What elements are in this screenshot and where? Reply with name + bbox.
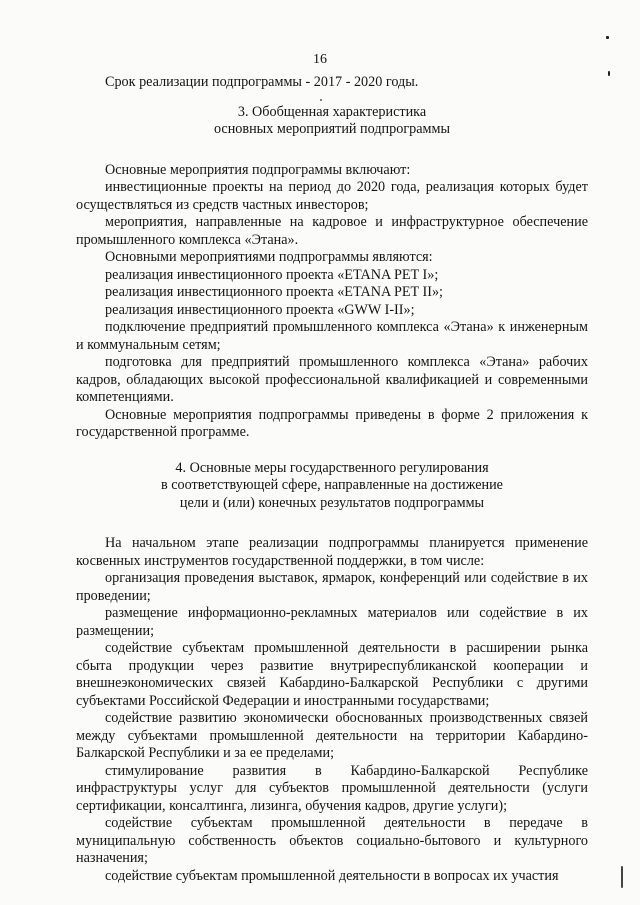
paragraph: мероприятия, направленные на кадровое и инфраструктурное обеспечение промышленного комплекса «Этана». xyxy=(76,214,588,248)
subprogram-term: Срок реализации подпрограммы - 2017 - 2020 годы. xyxy=(105,74,419,90)
paragraph: инвестиционные проекты на период до 2020 года, реализация которых будет осуществляться из средств частных инвесторов; xyxy=(76,179,588,213)
paragraph: содействие субъектам промышленной деятельности в вопросах их участия xyxy=(105,867,559,884)
paragraph: содействие развитию экономически обоснованных производственных связей между субъектами промышленной деятельности на территории Кабардино-Балкарской Республики и за ее пределами; xyxy=(76,710,588,761)
paragraph: Основные мероприятия подпрограммы приведены в форме 2 приложения к государственной программе. xyxy=(76,406,588,440)
section-4-heading-line-3: цели и (или) конечных результатов подпрограммы xyxy=(179,494,485,511)
paragraph: На начальном этапе реализации подпрограммы планируется применение косвенных инструментов государственной поддержки, в том числе: xyxy=(76,535,588,569)
paragraph: содействие субъектам промышленной деятельности в передаче в муниципальную собственность объектов социально-бытового и культурного назначения; xyxy=(76,815,588,866)
paragraph: подключение предприятий промышленного комплекса «Этана» к инженерным и коммунальным сетям; xyxy=(76,319,588,353)
paragraph: организация проведения выставок, ярмарок, конференций или содействие в их проведении; xyxy=(76,570,588,604)
paragraph: реализация инвестиционного проекта «ETANA PET I»; xyxy=(105,266,439,283)
paragraph: Основными мероприятиями подпрограммы являются: xyxy=(105,249,433,265)
paragraph: стимулирование развития в Кабардино-Балкарской Республике инфраструктуры услуг для субъектов промышленной деятельности (услуги сертификации, консалтинга, лизинга, обучения кадров, другие услуги); xyxy=(76,762,588,814)
page-number: 16 xyxy=(313,52,327,67)
section-3 xyxy=(76,104,588,442)
scan-mark xyxy=(608,71,610,76)
paragraph: реализация инвестиционного проекта «ETANA PET II»; xyxy=(105,284,443,300)
paragraph: реализация инвестиционного проекта «GWW I-II»; xyxy=(105,301,415,318)
paragraph: подготовка для предприятий промышленного комплекса «Этана» рабочих кадров, обладающих высокой профессиональной квалификацией и современными компетенциями. xyxy=(76,354,588,405)
section-3-heading-line-2: основных мероприятий подпрограммы xyxy=(213,121,451,137)
document-body xyxy=(76,74,588,885)
section-4 xyxy=(76,460,588,886)
paragraph: Основные мероприятия подпрограммы включают: xyxy=(105,161,411,178)
paragraph: содействие субъектам промышленной деятельности в расширении рынка сбыта продукции через развитие внутриреспубликанской кооперации и внешнеэкономических связей Кабардино-Балкарской Республики с другими субъектами Российской Федерации и иностранными государствами; xyxy=(76,640,588,709)
section-4-heading-line-1: 4. Основные меры государственного регулирования xyxy=(175,459,489,476)
scan-mark xyxy=(606,36,609,39)
scan-mark xyxy=(621,866,623,888)
section-4-heading-line-2: в соответствующей сфере, направленные на достижение xyxy=(161,477,503,493)
section-3-heading-line-1: 3. Обобщенная характеристика xyxy=(237,103,427,120)
paragraph: размещение информационно-рекламных материалов или содействие в их размещении; xyxy=(76,605,588,639)
